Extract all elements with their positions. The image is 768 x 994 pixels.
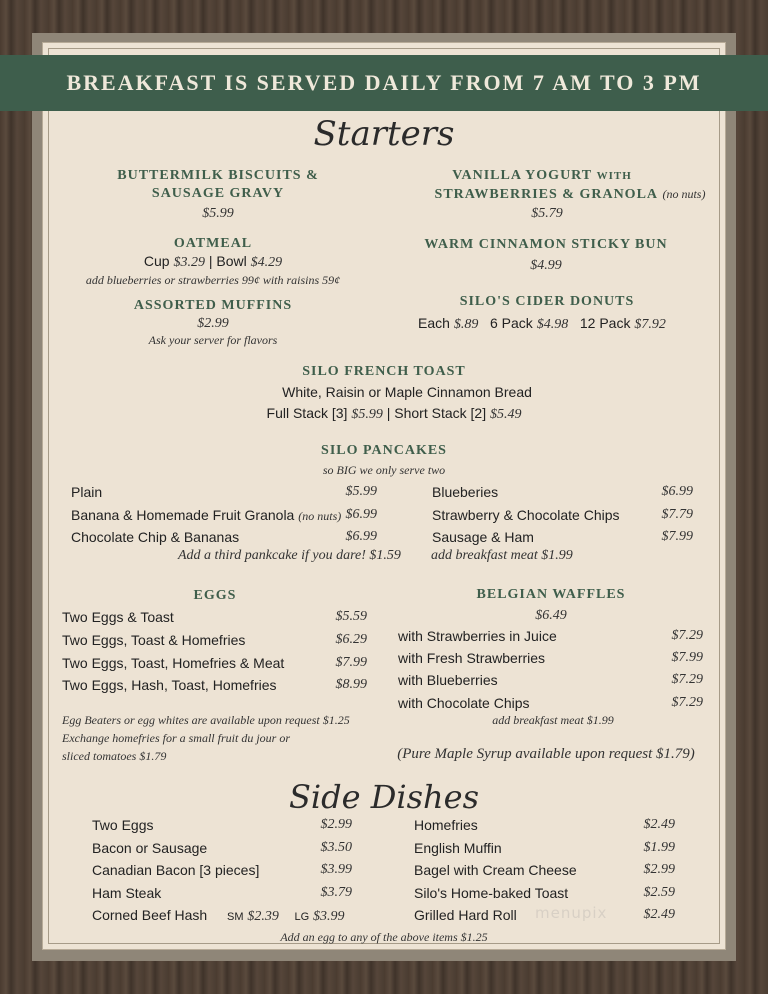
side-hash-name: Corned Beef Hash [92,907,208,923]
side-right-name: Silo's Home-baked Toast [414,885,569,901]
buttermilk-name-2: SAUSAGE GRAVY [151,186,285,201]
yogurt-name-2: STRAWBERRIES & GRANOLA [434,187,659,202]
pancake-no-nuts: (no nuts) [298,509,342,523]
pancake-right-name: Blueberies [432,484,499,500]
side-left-price: $2.99 [320,817,352,832]
side-right-name: Bagel with Cream Cheese [414,862,577,878]
oatmeal-cup-price: $3.29 [173,255,205,270]
waffles-item-price: $7.29 [671,628,703,643]
sticky-bun-price: $4.99 [530,258,562,273]
pancakes-note-meat: add breakfast meat $1.99 [431,548,573,563]
french-toast-breads: White, Raisin or Maple Cinnamon Bread [282,384,532,400]
full-stack-price: $5.99 [351,407,383,422]
waffles-name: BELGIAN WAFFLES [476,587,626,602]
short-stack-price: $5.49 [489,407,522,422]
waffles-item-name: with Fresh Strawberries [398,650,546,666]
yogurt-name-1: VANILLA YOGURT [452,168,593,183]
donuts-twelve-price: $7.92 [634,317,666,332]
side-right-price: $1.99 [643,840,675,855]
yogurt-with: WITH [596,170,632,182]
sides-title: Side Dishes [288,778,480,816]
pancake-right-name: Strawberry & Chocolate Chips [432,507,620,523]
waffles-price: $6.49 [535,608,567,623]
muffins-name: ASSORTED MUFFINS [133,298,293,313]
hash-sm-price: $2.39 [247,909,279,924]
donuts-each-price: $.89 [453,317,479,332]
oatmeal-name: OATMEAL [173,236,253,251]
side-right-price: $2.49 [643,907,675,922]
donuts-each-label: Each [418,315,450,331]
donuts-six-price: $4.98 [536,317,569,332]
buttermilk-name-1: BUTTERMILK BISCUITS & [117,168,319,183]
hours-banner: BREAKFAST IS SERVED DAILY FROM 7 AM TO 3 PM [0,55,768,111]
side-left-price: $3.99 [320,862,352,877]
yogurt-no-nuts: (no nuts) [662,187,706,201]
side-right-price: $2.99 [643,862,675,877]
side-right-name: English Muffin [414,840,502,856]
french-toast-name: SILO FRENCH TOAST [302,364,466,379]
hash-lg-label: LG [294,911,310,923]
short-stack-label: Short Stack [2] [394,405,487,421]
yogurt-price: $5.79 [531,206,563,221]
pancake-right-price: $6.99 [661,484,693,499]
side-right-name: Homefries [414,817,478,833]
waffles-item-price: $7.29 [671,672,703,687]
side-left-name: Bacon or Sausage [92,840,208,856]
pancake-left-name: Chocolate Chip & Bananas [71,529,240,545]
eggs-item-price: $8.99 [335,677,367,692]
donuts-prices [418,315,666,333]
side-right-name: Grilled Hard Roll [414,907,517,923]
oatmeal-cup-label: Cup [143,253,170,269]
eggs-item-price: $6.29 [335,632,367,647]
side-left-name: Ham Steak [92,885,162,901]
pancake-left-name [71,507,341,524]
waffles-item-name: with Chocolate Chips [398,695,530,711]
eggs-note-1: Egg Beaters or egg whites are available upon request $1.25 [62,713,350,727]
french-toast-prices [267,405,522,423]
eggs-note-2: Exchange homefries for a small fruit du jour or [62,731,290,745]
pancake-right-price: $7.79 [661,507,693,522]
eggs-note-3: sliced tomatoes $1.79 [62,749,167,763]
eggs-item-name: Two Eggs, Toast & Homefries [62,632,246,648]
oatmeal-separator: | [208,253,213,269]
pancakes-note-third: Add a third pankcake if you dare! $1.59 [178,548,401,563]
eggs-item-price: $5.59 [335,609,367,624]
waffles-item-price: $7.99 [671,650,703,665]
eggs-item-price: $7.99 [335,655,367,670]
pancake-left-price: $5.99 [345,484,377,499]
eggs-name: EGGS [193,588,237,603]
full-stack-label: Full Stack [3] [266,405,348,421]
pancakes-subtitle: so BIG we only serve two [322,463,446,477]
buttermilk-price: $5.99 [202,206,234,221]
waffles-item-name: with Strawberries in Juice [398,628,557,644]
hash-lg-price: $3.99 [313,909,345,924]
yogurt-name-1-row [452,166,632,184]
oatmeal-bowl-label: Bowl [216,253,247,269]
side-left-name: Two Eggs [92,817,154,833]
donuts-name: SILO'S CIDER DONUTS [459,294,635,309]
donuts-six-label: 6 Pack [489,315,533,331]
yogurt-name-2-row [435,185,706,203]
pancake-left-label: Banana & Homemade Fruit Granola [71,507,295,523]
pancake-left-price: $6.99 [345,529,377,544]
oatmeal-bowl-price: $4.29 [250,255,283,270]
pancake-right-name: Sausage & Ham [432,529,534,545]
sticky-bun-name: WARM CINNAMON STICKY BUN [424,237,668,252]
pancakes-name: SILO PANCAKES [321,443,447,458]
eggs-item-name: Two Eggs & Toast [62,609,174,625]
eggs-item-name: Two Eggs, Hash, Toast, Homefries [62,677,277,693]
side-left-price: $3.50 [320,840,352,855]
starters-title: Starters [313,114,455,154]
waffles-item-price: $7.29 [671,695,703,710]
side-left-name: Canadian Bacon [3 pieces] [92,862,260,878]
french-toast-separator: | [386,405,391,421]
hash-sm-label: SM [227,911,244,923]
pancake-left-price: $6.99 [345,507,377,522]
sides-note: Add an egg to any of the above items $1.25 [280,930,488,944]
side-right-price: $2.49 [643,817,675,832]
syrup-note: (Pure Maple Syrup available upon request $1.79) [397,746,695,762]
side-right-price: $2.59 [643,885,675,900]
oatmeal-prices [144,253,282,271]
side-hash-prices [227,907,345,925]
muffins-note: Ask your server for flavors [148,333,278,347]
oatmeal-note: add blueberries or strawberries 99¢ with raisins 59¢ [85,273,341,287]
watermark: menupix [535,904,608,922]
eggs-item-name: Two Eggs, Toast, Homefries & Meat [62,655,285,671]
pancake-left-name: Plain [71,484,103,500]
muffins-price: $2.99 [197,316,229,331]
pancake-right-price: $7.99 [661,529,693,544]
waffles-item-name: with Blueberries [398,672,498,688]
donuts-twelve-label: 12 Pack [579,315,631,331]
side-left-price: $3.79 [320,885,352,900]
waffles-note: add breakfast meat $1.99 [492,713,614,727]
